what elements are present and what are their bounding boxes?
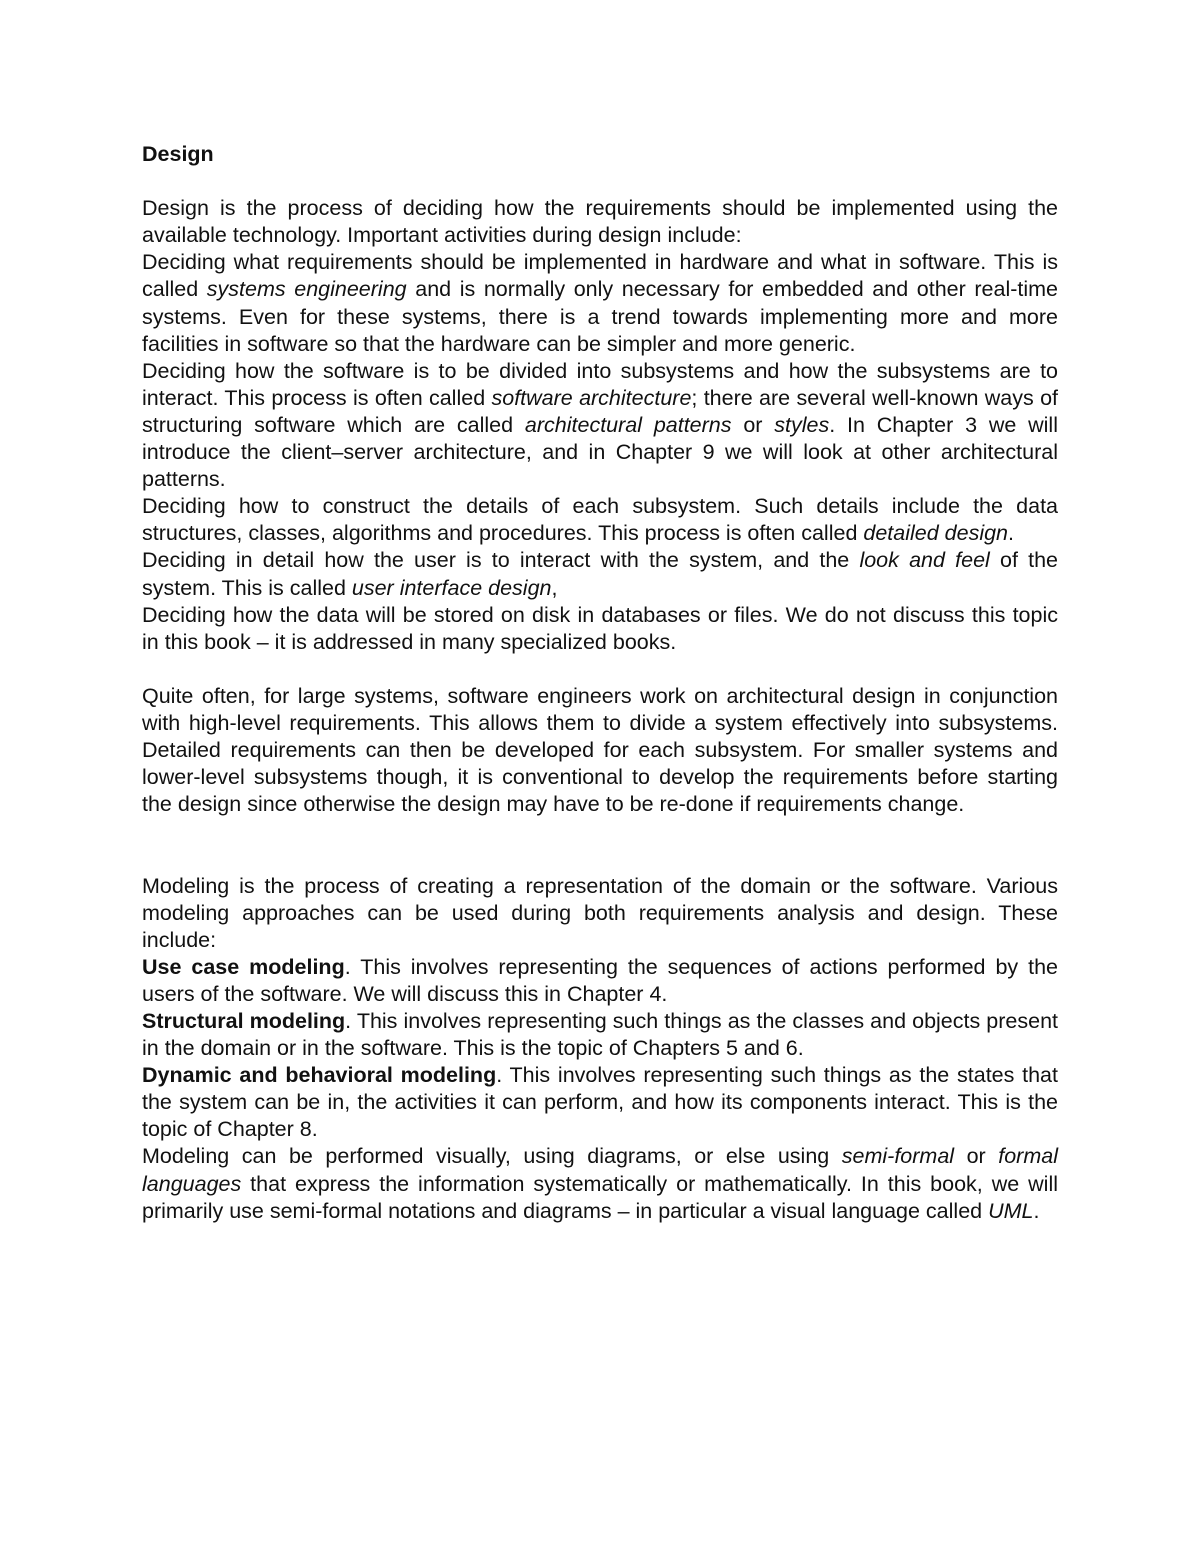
- italic-term: formal languages: [142, 1144, 1058, 1196]
- italic-term: styles: [774, 412, 830, 437]
- text-run: that express the information systematically or mathematically. In this book, we will primarily use semi-formal notations and diagrams – in particular a visual language called: [142, 1171, 1058, 1223]
- text-run: ,: [551, 575, 558, 600]
- text-run: or: [954, 1144, 999, 1169]
- design-activity-hardware-software: [142, 249, 1058, 357]
- design-intro-paragraph: [142, 195, 1058, 249]
- text-run: Modeling is the process of creating a representation of the domain or the software. Various modeling approaches can be used during both requirements analysis and design. These include:: [142, 873, 1058, 952]
- bold-term: Dynamic and behavioral modeling: [142, 1063, 497, 1088]
- italic-term: semi-formal: [841, 1144, 955, 1169]
- text-run: Deciding what requirements should be implemented in hardware and what in software. This is called: [142, 250, 1058, 302]
- text-run: Deciding how to construct the details of each subsystem. Such details include the data structures, classes, algorithms and procedures. This process is often called: [142, 494, 1058, 546]
- design-activity-architecture: [142, 358, 1058, 493]
- text-run: ; there are several well-known ways of structuring software which are called: [142, 385, 1058, 437]
- italic-term: systems engineering: [206, 277, 407, 302]
- italic-term: look and feel: [859, 548, 990, 573]
- text-run: . In Chapter 3 we will introduce the client–server architecture, and in Chapter 9 we will look at other architectural patterns.: [142, 412, 1058, 492]
- text-run: Deciding in detail how the user is to interact with the system, and the: [142, 548, 860, 573]
- modeling-notations: [142, 1143, 1058, 1224]
- modeling-structural: [142, 1008, 1058, 1062]
- italic-term: detailed design: [863, 521, 1009, 546]
- bold-term: Use case modeling: [142, 954, 345, 979]
- text-run: Deciding how the data will be stored on disk in databases or files. We do not discuss this topic in this book – it is addressed in many specialized books.: [142, 602, 1058, 654]
- text-run: Modeling can be performed visually, using diagrams, or else using: [142, 1144, 842, 1169]
- text-run: Design is the process of deciding how the requirements should be implemented using the available technology. Important activities during design include:: [142, 196, 1058, 248]
- text-run: of the system. This is called: [142, 548, 1059, 600]
- text-run: . This involves representing such things as the states that the system can be in, the activities it can perform, and how its components interact. This is the topic of Chapter 8.: [142, 1063, 1058, 1142]
- text-run: Quite often, for large systems, software engineers work on architectural design in conjunction with high-level requirements. This allows them to divide a system effectively into subsystems. Detailed requirements can then be developed for each subsystem. For smaller systems and lower-level subsystems though, it is conventional to develop the requirements before starting the design since otherwise the design may have to be re-done if requirements change.: [142, 683, 1058, 817]
- design-activity-detailed-design: [142, 493, 1058, 547]
- modeling-dynamic-behavioral: [142, 1062, 1058, 1143]
- modeling-intro-paragraph: [142, 873, 1058, 954]
- design-activity-user-interface: [142, 547, 1058, 601]
- italic-term: architectural patterns: [524, 412, 732, 437]
- text-run: and is normally only necessary for embedded and other real-time systems. Even for these systems, there is a trend towards implementing more and more facilities in software so that the hardware can be simpler and more generic.: [142, 277, 1059, 356]
- section-spacer: [142, 818, 1058, 872]
- italic-term: software architecture: [491, 385, 692, 410]
- document-page: [142, 141, 1058, 1225]
- italic-term: UML: [988, 1198, 1034, 1223]
- italic-term: user interface design: [351, 575, 552, 600]
- text-run: .: [1033, 1198, 1040, 1223]
- design-activity-data-storage: [142, 602, 1058, 656]
- modeling-use-case: [142, 954, 1058, 1008]
- text-run: . This involves representing such things as the classes and objects present in the domain or in the software. This is the topic of Chapters 5 and 6.: [142, 1009, 1059, 1061]
- bold-term: Structural modeling: [142, 1009, 346, 1033]
- paragraph-spacer: [142, 656, 1058, 683]
- design-closing-paragraph: [142, 683, 1058, 818]
- text-run: or: [731, 412, 775, 437]
- document-title: Design: [142, 142, 214, 166]
- text-run: . This involves representing the sequences of actions performed by the users of the software. We will discuss this in Chapter 4.: [142, 954, 1058, 1006]
- text-run: .: [1008, 521, 1015, 546]
- text-run: Deciding how the software is to be divided into subsystems and how the subsystems are to interact. This process is often called: [142, 358, 1058, 410]
